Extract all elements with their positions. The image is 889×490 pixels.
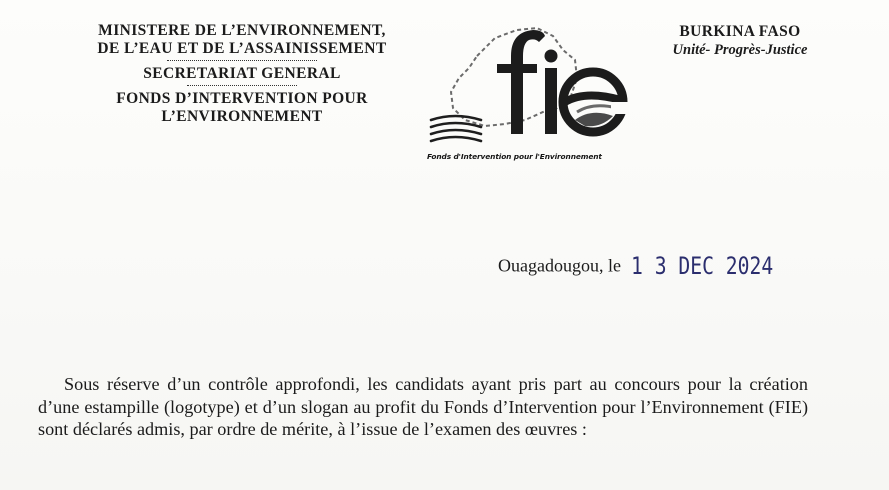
body-paragraph: Sous réserve d’un contrôle approfondi, les candidats ayant pris part au concours pour la création d’une estampille (logotype) et d’un slogan au profit du Fonds d’Intervention pour l’Environnement (FIE) sont déclarés admis, par ordre de mérite, à l’issue de l’examen des œuvres : <box>38 374 808 439</box>
fund-name-line2: L’ENVIRONNEMENT <box>161 108 323 125</box>
secretariat-title: SECRETARIAT GENERAL <box>143 65 341 82</box>
date-line <box>498 252 804 280</box>
header-separator <box>187 85 297 86</box>
date-stamp: 1 3 DEC 2024 <box>630 252 774 280</box>
country-name: BURKINA FASO <box>679 23 801 40</box>
ministry-name-line2: DE L’EAU ET DE L’ASSAINISSEMENT <box>97 40 387 57</box>
country-header <box>640 22 840 60</box>
ministry-name-line1: MINISTERE DE L’ENVIRONNEMENT, <box>98 22 386 39</box>
header-separator <box>167 60 317 61</box>
place-label: Ouagadougou, le <box>498 255 621 276</box>
logo-caption: Fonds d'Intervention pour l'Environnement <box>427 152 602 161</box>
fie-logo <box>425 16 640 166</box>
fund-name-line1: FONDS D’INTERVENTION POUR <box>116 90 368 107</box>
ministry-header <box>42 22 442 126</box>
national-motto: Unité- Progrès-Justice <box>672 42 808 58</box>
fie-logo-graphic <box>425 16 640 166</box>
